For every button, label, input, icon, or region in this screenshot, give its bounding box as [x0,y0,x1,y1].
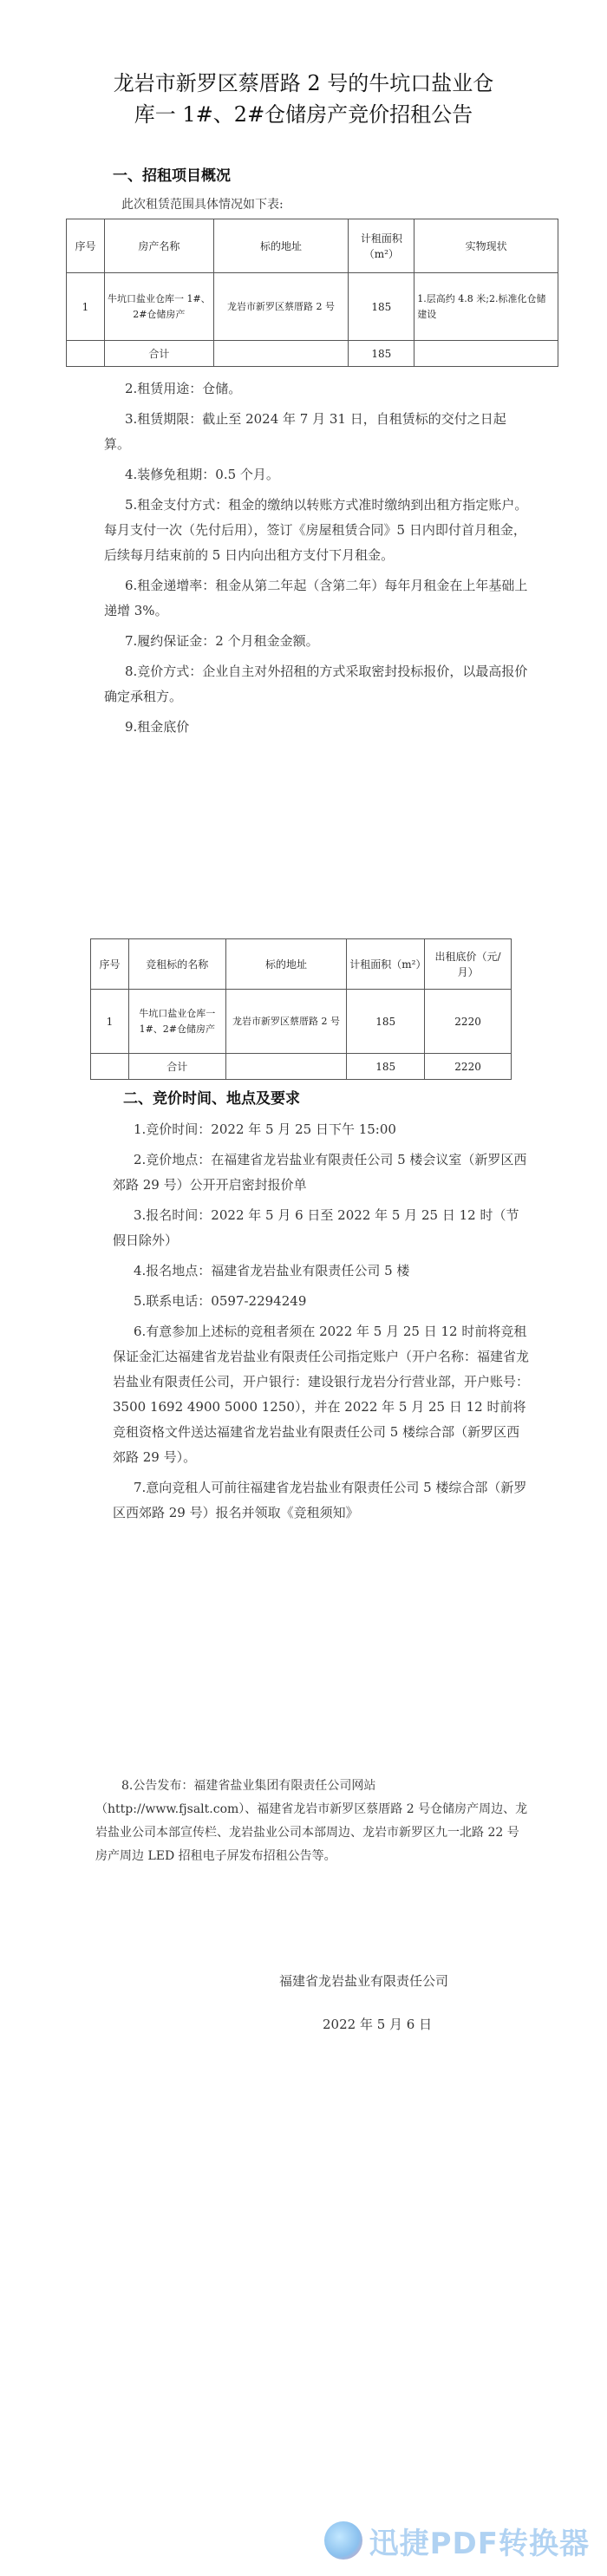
table1-cell-seq: 1 [67,273,105,341]
page-title-line1: 龙岩市新罗区蔡厝路 2 号的牛坑口盐业仓 [113,71,494,95]
table2-total-area: 185 [347,1054,425,1080]
table1-header-status: 实物现状 [414,219,558,273]
lease-scope-table [66,219,558,367]
table2-cell-price: 2220 [425,990,512,1054]
table1-cell-area: 185 [349,273,414,341]
req-time: 1.竞价时间：2022 年 5 月 25 日下午 15:00 [134,1121,396,1137]
converter-watermark [324,2520,590,2561]
signature-date: 2022 年 5 月 6 日 [323,2017,433,2032]
table2-header-address: 标的地址 [225,939,347,990]
table2-cell-seq: 1 [91,990,129,1054]
req-apply: 7.意向竞租人可前往福建省龙岩盐业有限责任公司 5 楼综合部（新罗区西郊路 29 号）报名并领取《竞租须知》 [113,1480,527,1520]
term-rent-free: 4.装修免租期：0.5 个月。 [125,467,279,482]
req-registration-time: 3.报名时间：2022 年 5 月 6 日至 2022 年 5 月 25 日 12 时（节假日除外） [113,1207,519,1248]
table2-header-name: 竞租标的名称 [128,939,225,990]
table1-cell-address: 龙岩市新罗区蔡厝路 2 号 [213,273,349,341]
term-bidding: 8.竞价方式：企业自主对外招租的方式采取密封投标报价，以最高报价确定承租方。 [104,664,528,704]
base-price-table [90,938,512,1080]
table2-header-price: 出租底价（元/月） [425,939,512,990]
table1-header-address: 标的地址 [213,219,349,273]
term-payment: 5.租金支付方式：租金的缴纳以转账方式准时缴纳到出租方指定账户。每月支付一次（先付后用），签订《房屋租赁合同》5 日内即付首月租金，后续每月结束前的 5 日内向出租方支付下月租金。 [104,497,528,563]
table1-total-label: 合计 [104,341,213,367]
table2-total-label: 合计 [128,1054,225,1080]
table1-header-name: 房产名称 [104,219,213,273]
table2-cell-name: 牛坑口盐业仓库一 1#、2#仓储房产 [128,990,225,1054]
page-title-line2: 库一 1#、2#仓储房产竞价招租公告 [134,102,473,127]
table2-header-seq: 序号 [91,939,129,990]
req-phone: 5.联系电话：0597-2294249 [134,1293,307,1309]
table1-cell-status: 1.层高约 4.8 米;2.标准化仓储建设 [414,273,558,341]
watermark-text: 迅捷PDF转换器 [369,2526,590,2561]
term-period: 3.租赁期限：截止至 2024 年 7 月 31 日，自租赁标的交付之日起算。 [104,411,506,452]
term-usage: 2.租赁用途：仓储。 [125,381,242,396]
section1-intro: 此次租赁范围具体情况如下表: [121,198,284,212]
section2-heading: 二、竞价时间、地点及要求 [123,1090,300,1108]
table1-cell-name: 牛坑口盐业仓库一 1#、2#仓储房产 [104,273,213,341]
req-registration-place: 4.报名地点：福建省龙岩盐业有限责任公司 5 楼 [134,1263,410,1278]
table2-cell-address: 龙岩市新罗区蔡厝路 2 号 [225,990,347,1054]
table1-header-area: 计租面积（m²） [349,219,414,273]
table1-header-seq: 序号 [67,219,105,273]
term-base-price: 9.租金底价 [125,719,190,735]
table2-header-area: 计租面积（m²） [347,939,425,990]
swirl-logo-icon [324,2521,362,2560]
table2-total-price: 2220 [425,1054,512,1080]
term-increase: 6.租金递增率：租金从第二年起（含第二年）每年月租金在上年基础上递增 3%。 [104,578,528,618]
term-deposit: 7.履约保证金：2 个月租金金额。 [125,633,319,649]
req-location: 2.竞价地点：在福建省龙岩盐业有限责任公司 5 楼会议室（新罗区西郊路 29 号）公开开启密封报价单 [113,1152,527,1193]
req-deposit: 6.有意参加上述标的竞租者须在 2022 年 5 月 25 日 12 时前将竞租保证金汇达福建省龙岩盐业有限责任公司指定账户（开户名称：福建省龙岩盐业有限责任公司，开户银行：建设银行龙岩分行营业部，开户账号：3500 1692 4900 5000 1250），并在 2022 年 5 月 25 日 12 时前将竞租资格文件送达福建省龙岩盐业有限责任公司 5 楼综合部（新罗区西郊路 29 号）。 [113,1324,530,1465]
signature-company: 福建省龙岩盐业有限责任公司 [279,1973,449,1989]
section1-heading: 一、招租项目概况 [113,167,231,185]
table1-total-area: 185 [349,341,414,367]
lease-terms-list [104,376,531,740]
table2-cell-area: 185 [347,990,425,1054]
announcement-channels: 8.公告发布：福建省盐业集团有限责任公司网站（http://www.fjsalt.com）、福建省龙岩市新罗区蔡厝路 2 号仓储房产周边、龙岩盐业公司本部宣传栏、龙岩盐业公司本部周边、龙岩市新罗区九一北路 22 号房产周边 LED 招租电子屏发布招租公告等。 [95,1779,528,1863]
bidding-requirements-list [113,1117,529,1526]
